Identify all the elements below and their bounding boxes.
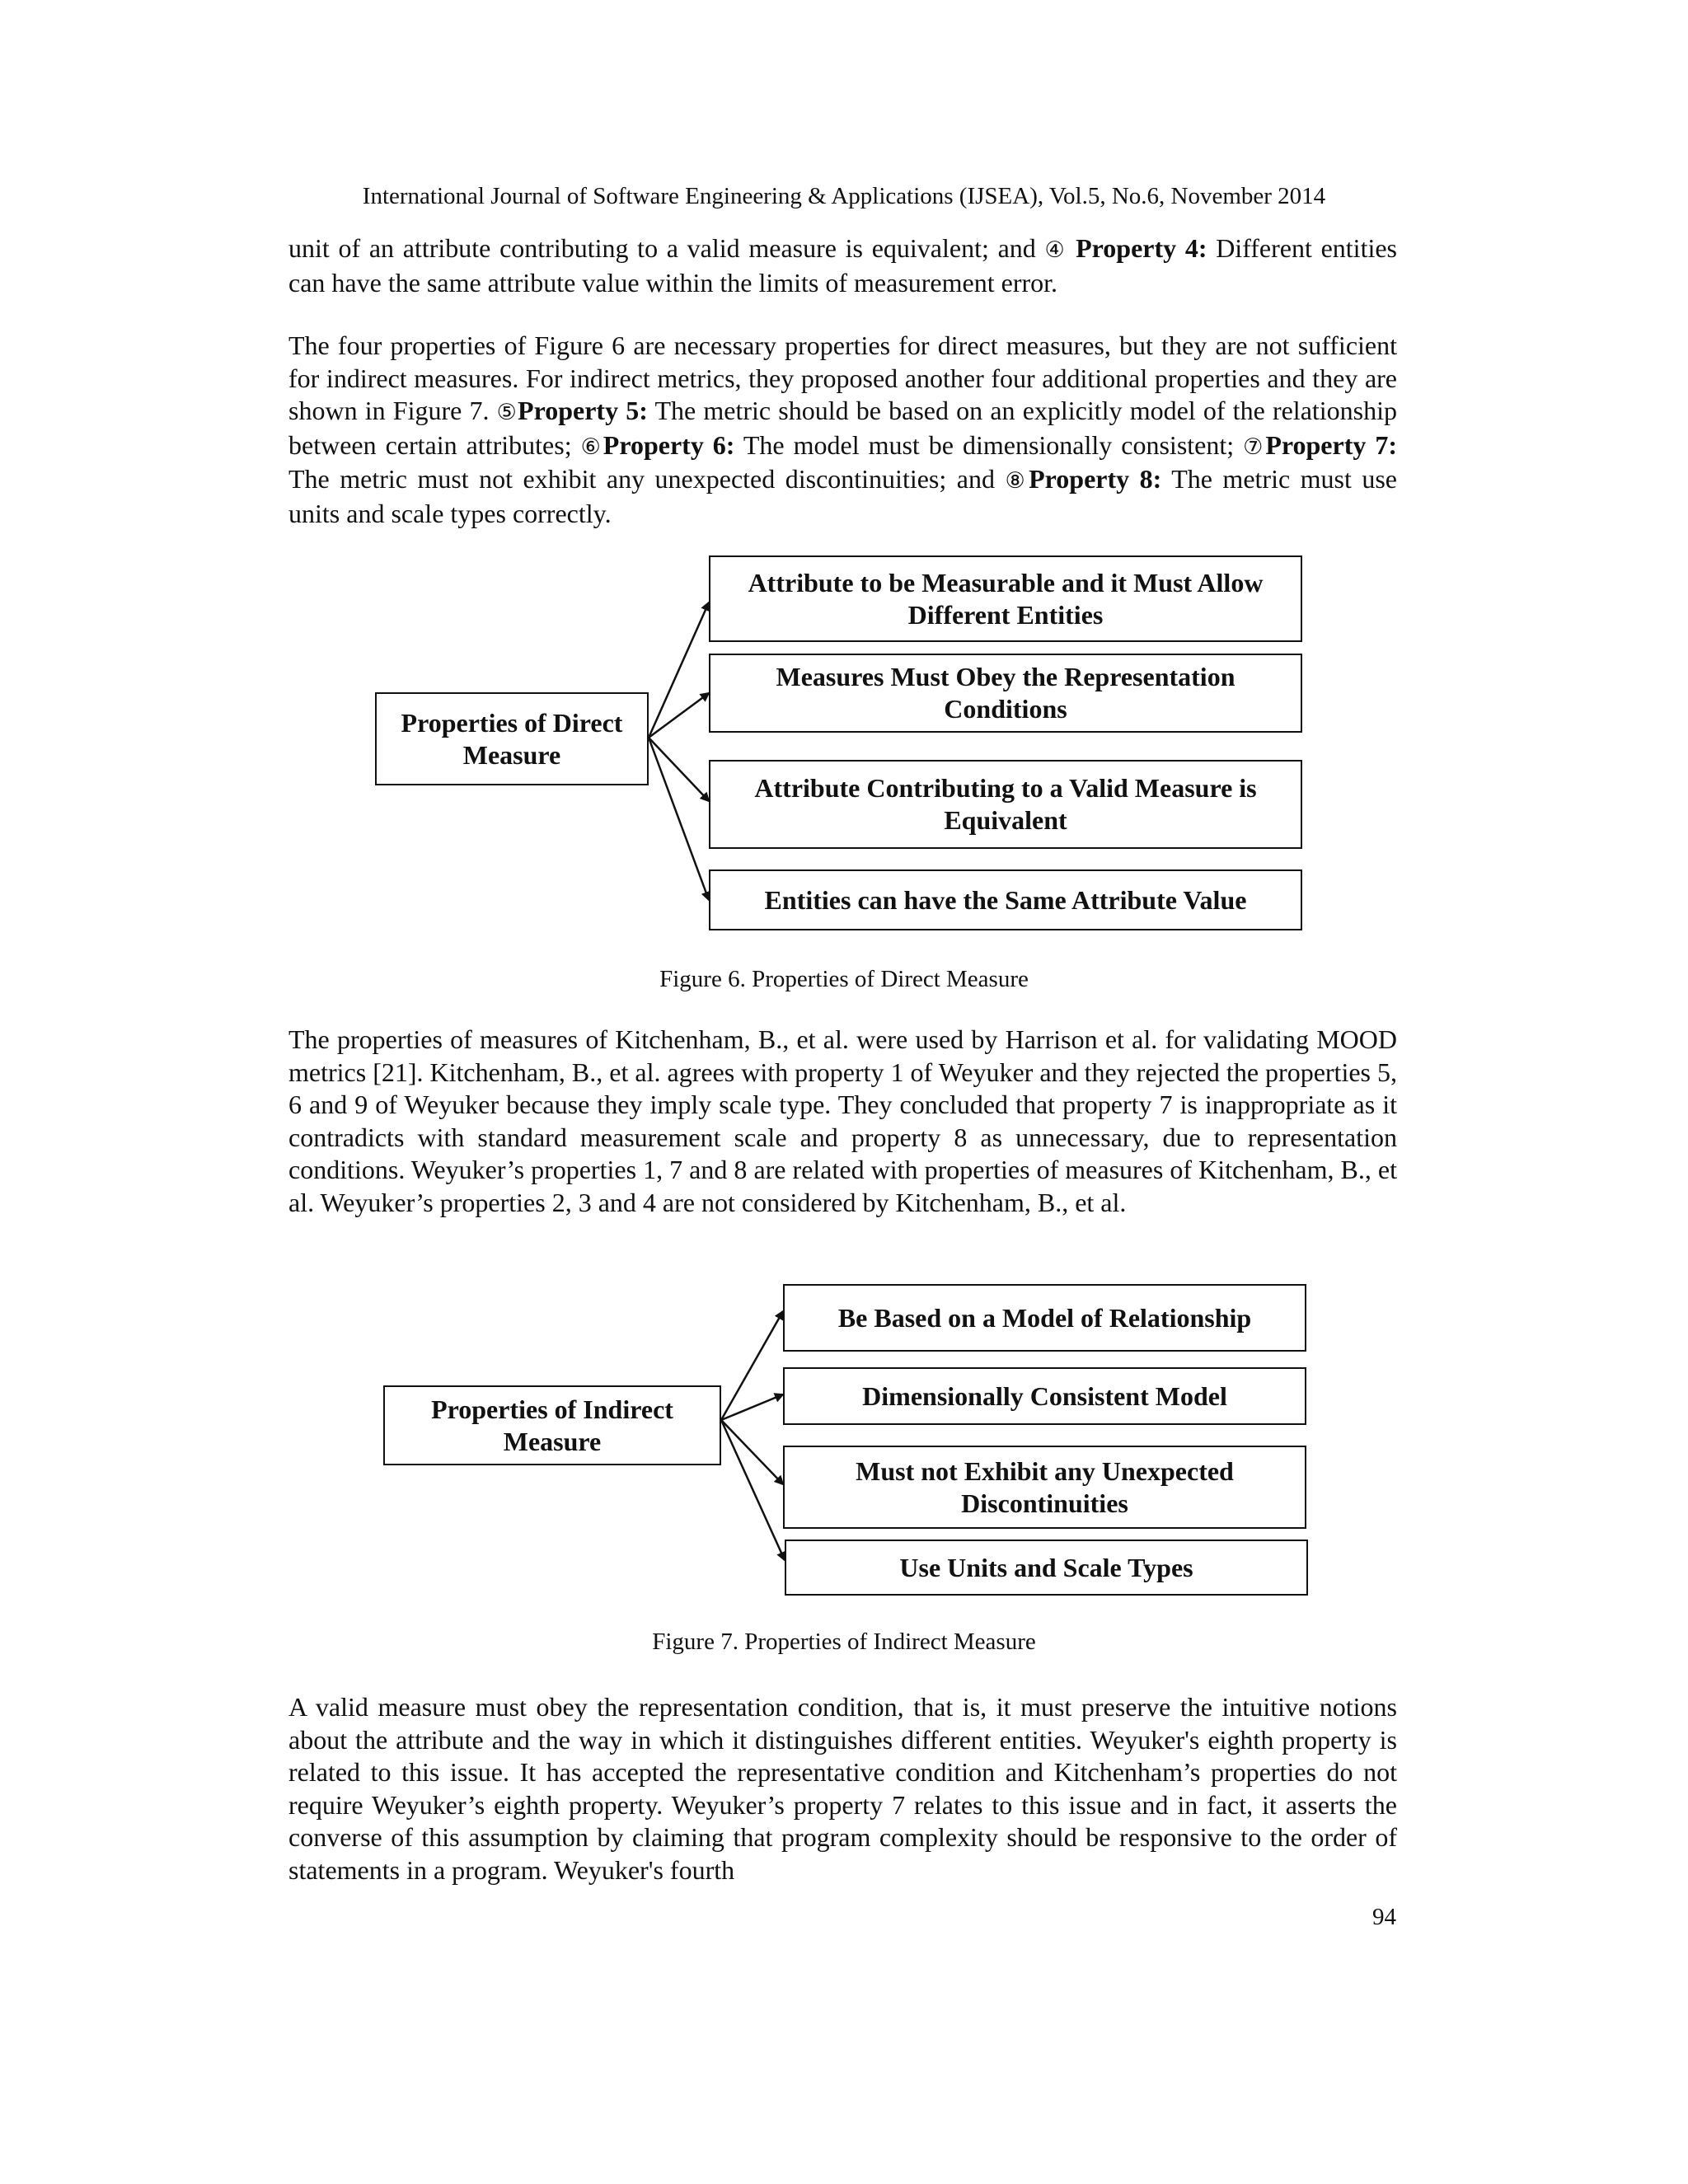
- fig7-item-3: Must not Exhibit any Unexpected Discontinuities: [783, 1446, 1306, 1529]
- fig7-item-1: Be Based on a Model of Relationship: [783, 1284, 1306, 1352]
- fig7-arrow-1: [721, 1311, 783, 1420]
- fig6-item-4: Entities can have the Same Attribute Value: [709, 869, 1302, 930]
- fig7-root-box: Properties of Indirect Measure: [383, 1385, 721, 1465]
- fig6-arrow-2: [649, 693, 709, 738]
- property-5-label: Property 5:: [518, 396, 648, 425]
- page-number: 94: [1372, 1904, 1396, 1930]
- circled-number-7: ⑦: [1243, 434, 1266, 460]
- fig6-arrow-1: [649, 602, 709, 738]
- fig7-arrow-2: [721, 1394, 783, 1420]
- running-header: International Journal of Software Engineering & Applications (IJSEA), Vol.5, No.6, November 2014: [362, 183, 1326, 209]
- fig6-root-box: Properties of Direct Measure: [375, 692, 649, 785]
- fig7-item-2: Dimensionally Consistent Model: [783, 1367, 1306, 1425]
- fig6-arrow-4: [649, 738, 709, 900]
- paragraph-4: A valid measure must obey the representation condition, that is, it must preserve the intuitive notions about the attribute and the way in which it distinguishes different entities. Weyuker's eighth property is related to this issue. It has accepted the representative condition and Kitchenham’s properties do not require Weyuker’s eighth property. Weyuker’s property 7 relates to this issue and in fact, it asserts the converse of this assumption by claiming that program complexity should be responsive to the order of statements in a program. Weyuker's fourth: [288, 1692, 1397, 1885]
- paragraph-1: [288, 232, 1397, 299]
- fig7-item-4: Use Units and Scale Types: [785, 1540, 1308, 1596]
- paragraph-1-text-b: Different entities can have the same attribute value within the limits of measurement error.: [288, 233, 1398, 298]
- property-4-label: Property 4:: [1067, 233, 1207, 263]
- property-6-label: Property 6:: [603, 429, 735, 460]
- circled-number-8: ⑧: [1005, 468, 1029, 494]
- paragraph-2-text-a: The four properties of Figure 6 are necessary properties for direct measures, but they are not sufficient for indirect measures. For indirect metrics, they proposed another four additional properties and they are shown in Figure 7.: [288, 330, 1397, 425]
- paragraph-2-text-e: The metric must use units and scale types correctly.: [288, 464, 1398, 528]
- fig7-arrow-3: [721, 1420, 783, 1484]
- paragraph-2: [288, 330, 1397, 530]
- paragraph-2-text-d: The metric must not exhibit any unexpected discontinuities; and: [288, 464, 1006, 494]
- fig6-item-2: Measures Must Obey the Representation Conditions: [709, 654, 1302, 733]
- paragraph-1-text-a: unit of an attribute contributing to a valid measure is equivalent; and: [288, 233, 1045, 263]
- fig7-arrow-4: [721, 1420, 785, 1560]
- circled-number-4: ④: [1044, 237, 1067, 263]
- figure-6-caption: Figure 6. Properties of Direct Measure: [659, 966, 1029, 992]
- paragraph-3: The properties of measures of Kitchenham, B., et al. were used by Harrison et al. for validating MOOD metrics [21]. Kitchenham, B., et al. agrees with property 1 of Weyuker and they rejected the properties 5, 6 and 9 of Weyuker because they imply scale type. They concluded that property 7 is inappropriate as it contradicts with standard measurement scale and property 8 as unnecessary, due to representation conditions. Weyuker’s properties 1, 7 and 8 are related with properties of measures of Kitchenham, B., et al. Weyuker’s properties 2, 3 and 4 are not considered by Kitchenham, B., et al.: [288, 1024, 1397, 1217]
- paragraph-2-text-c: The model must be dimensionally consistent;: [734, 429, 1244, 460]
- paragraph-2-text-b: The metric should be based on an explicitly model of the relationship between certain attributes;: [288, 396, 1398, 460]
- circled-number-6: ⑥: [580, 434, 603, 460]
- property-7-label: Property 7:: [1265, 429, 1397, 460]
- circled-number-5: ⑤: [496, 400, 518, 425]
- fig6-item-3: Attribute Contributing to a Valid Measure is Equivalent: [709, 760, 1302, 849]
- fig6-arrow-3: [649, 738, 709, 801]
- figure-7-caption: Figure 7. Properties of Indirect Measure: [652, 1629, 1036, 1655]
- fig6-item-1: Attribute to be Measurable and it Must Allow Different Entities: [709, 555, 1302, 642]
- property-8-label: Property 8:: [1029, 464, 1162, 494]
